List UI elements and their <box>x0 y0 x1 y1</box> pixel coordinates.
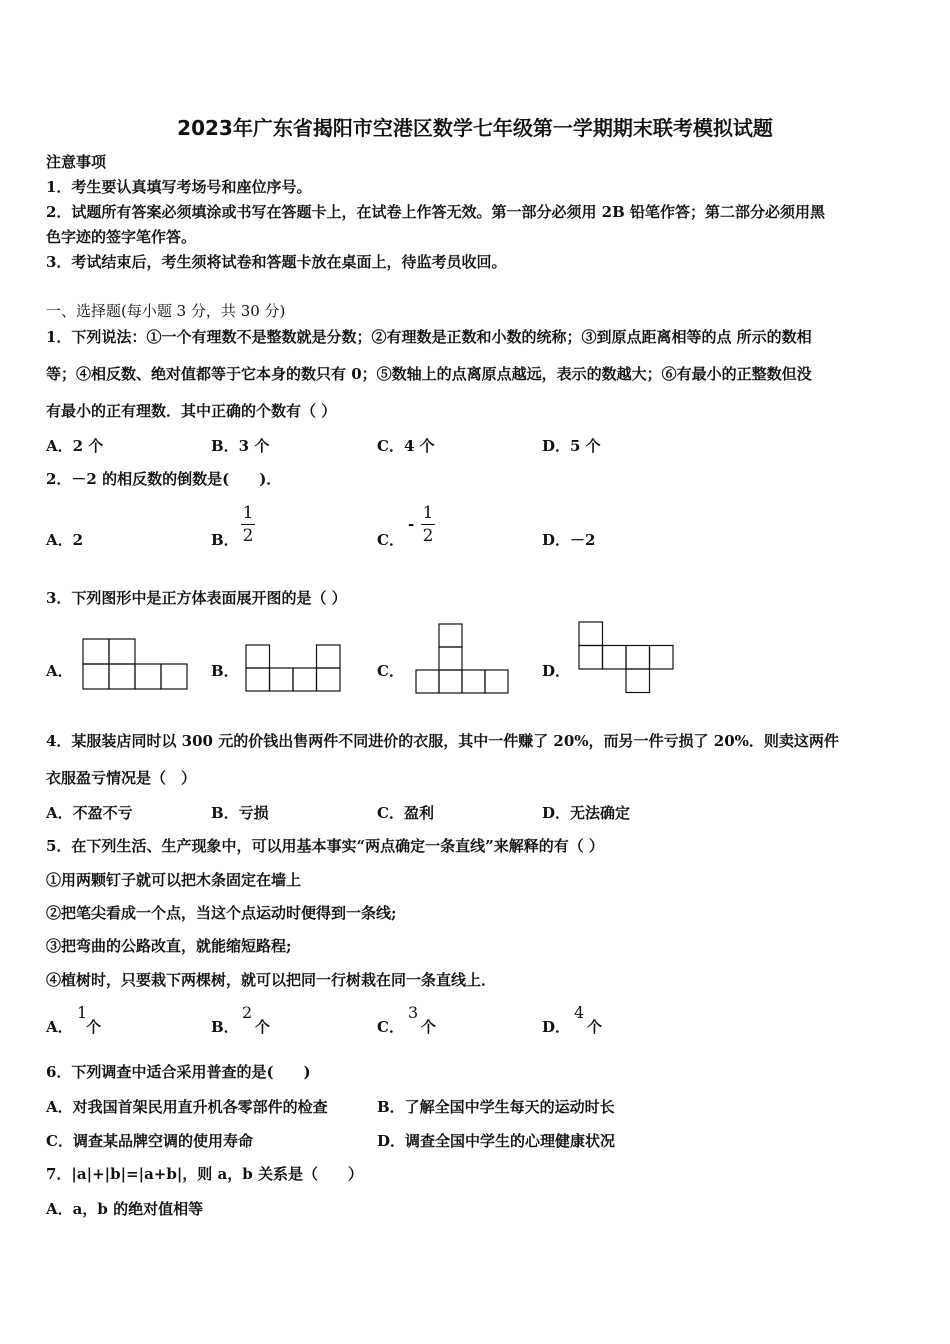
q5-option-b-label: B． <box>211 1018 239 1036</box>
q3-net-c <box>416 624 509 694</box>
q3-option-c-label: C． <box>377 662 404 680</box>
q2-option-d: D．－2 <box>542 531 596 549</box>
q2-option-a: A．2 <box>46 531 84 549</box>
q6-option-b: B．了解全国中学生每天的运动时长 <box>377 1098 615 1116</box>
q2-option-b-fraction <box>241 503 255 546</box>
q5-option-a-num: 1 <box>77 1003 88 1022</box>
q5-option-c-unit: 个 <box>421 1018 437 1036</box>
q2-b-numerator: 1 <box>242 503 254 523</box>
q5-option-b-num: 2 <box>242 1003 253 1022</box>
q1-line-1: 1．下列说法：①一个有理数不是整数就是分数；②有理数是正数和小数的统称；③到原点距离相等的点 所示的数相 <box>46 328 812 346</box>
q3-stem: 3．下列图形中是正方体表面展开图的是（ ） <box>46 589 347 607</box>
notice-item-3: 3．考试结束后，考生须将试卷和答题卡放在桌面上，待监考员收回。 <box>46 253 507 271</box>
q6-stem: 6．下列调查中适合采用普查的是( ) <box>46 1063 311 1081</box>
q3-option-d-label: D． <box>542 662 571 680</box>
q2-option-c-fraction <box>421 503 435 546</box>
notice-item-1: 1．考生要认真填写考场号和座位序号。 <box>46 178 312 196</box>
notice-item-2-cont: 色字迹的签字笔作答。 <box>46 228 197 246</box>
section-heading: 一、选择题(每小题 3 分，共 30 分) <box>46 302 286 320</box>
q5-option-d-unit: 个 <box>587 1018 603 1036</box>
q3-option-b-label: B． <box>211 662 239 680</box>
q3-option-a-label: A． <box>46 662 73 680</box>
q4-option-a: A．不盈不亏 <box>46 804 133 822</box>
q4-line-2: 衣服盈亏情况是（ ） <box>46 769 197 787</box>
q2-option-b-label: B． <box>211 531 239 549</box>
q5-item-4: ④植树时，只要栽下两棵树，就可以把同一行树栽在同一条直线上． <box>46 971 497 989</box>
q6-option-d: D．调查全国中学生的心理健康状况 <box>377 1132 616 1150</box>
q5-option-a-label: A． <box>46 1018 73 1036</box>
q5-option-c-num: 3 <box>408 1003 419 1022</box>
q4-line-1: 4．某服装店同时以 300 元的价钱出售两件不同进价的衣服，其中一件赚了 20%，而另一件亏损了 20%．则卖这两件 <box>46 732 839 750</box>
q1-option-d: D．5 个 <box>542 437 601 455</box>
exam-title: 2023年广东省揭阳市空港区数学七年级第一学期期末联考模拟试题 <box>177 116 773 140</box>
q5-option-d-label: D． <box>542 1018 571 1036</box>
q4-option-d: D．无法确定 <box>542 804 631 822</box>
q5-option-c-label: C． <box>377 1018 404 1036</box>
q4-option-b: B．亏损 <box>211 804 269 822</box>
q2-stem: 2．－2 的相反数的倒数是( )． <box>46 470 282 488</box>
q3-net-a <box>83 639 188 691</box>
q6-option-c: C．调查某品牌空调的使用寿命 <box>46 1132 253 1150</box>
q3-net-b <box>246 645 342 693</box>
notice-item-2: 2．试题所有答案必须填涂或书写在答题卡上，在试卷上作答无效。第一部分必须用 2B 铅笔作答；第二部分必须用黑 <box>46 203 826 221</box>
q5-item-3: ③把弯曲的公路改直，就能缩短路程; <box>46 937 292 955</box>
q5-item-2: ②把笔尖看成一个点，当这个点运动时便得到一条线; <box>46 904 397 922</box>
q5-option-a-unit: 个 <box>86 1018 102 1036</box>
q5-item-1: ①用两颗钉子就可以把木条固定在墙上 <box>46 871 302 889</box>
q5-stem: 5．在下列生活、生产现象中，可以用基本事实“两点确定一条直线”来解释的有（ ） <box>46 837 604 855</box>
q2-c-denominator: 2 <box>422 526 434 546</box>
q1-line-2: 等；④相反数、绝对值都等于它本身的数只有 0；⑤数轴上的点离原点越远，表示的数越大；⑥有最小的正整数但没 <box>46 365 812 383</box>
q7-option-a: A．a，b 的绝对值相等 <box>46 1200 204 1218</box>
notice-heading: 注意事项 <box>46 153 107 171</box>
q3-net-d <box>579 622 675 693</box>
q5-option-b-unit: 个 <box>255 1018 271 1036</box>
q6-option-a: A．对我国首架民用直升机各零部件的检查 <box>46 1098 328 1116</box>
q2-b-denominator: 2 <box>242 526 254 546</box>
q2-c-numerator: 1 <box>422 503 434 523</box>
q1-option-c: C．4 个 <box>377 437 435 455</box>
q2-option-c-label: C． <box>377 531 404 549</box>
q4-option-c: C．盈利 <box>377 804 434 822</box>
q5-option-d-num: 4 <box>574 1003 585 1022</box>
q1-line-3: 有最小的正有理数．其中正确的个数有（ ） <box>46 402 337 420</box>
q2-option-c-sign: - <box>408 515 415 533</box>
q1-option-b: B．3 个 <box>211 437 270 455</box>
q7-stem: 7．|a|+|b|=|a+b|，则 a，b 关系是（ ） <box>46 1165 363 1183</box>
q1-option-a: A．2 个 <box>46 437 104 455</box>
